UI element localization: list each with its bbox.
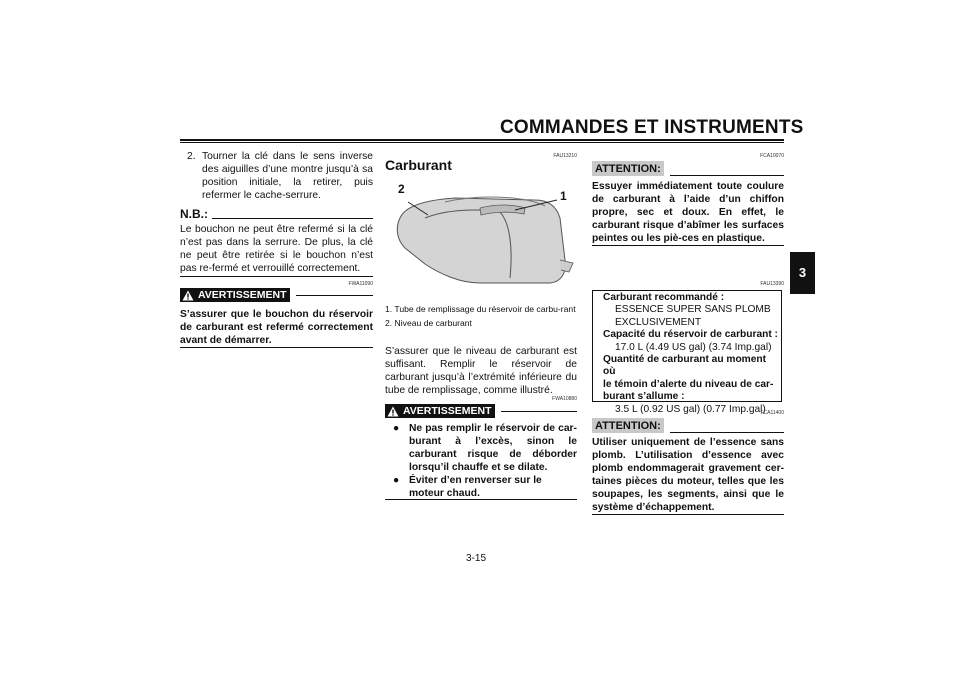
section-heading: Carburant bbox=[385, 157, 452, 173]
bullet-icon: ● bbox=[393, 475, 400, 486]
nb-bottom-rule bbox=[180, 276, 373, 277]
figure-captions bbox=[385, 304, 577, 329]
step-number: 2. bbox=[187, 151, 196, 162]
warning-bullets bbox=[393, 422, 577, 500]
attention-badge-1: ATTENTION: bbox=[592, 161, 664, 176]
warning-code-2: FWA10880 bbox=[552, 396, 577, 402]
spec-reserve-label-1: Quantité de carburant au moment où bbox=[603, 354, 767, 378]
spec-recommended-value-2: EXCLUSIVEMENT bbox=[615, 316, 702, 328]
warning-header bbox=[180, 288, 373, 302]
attention-bottom-rule-1 bbox=[592, 245, 784, 246]
attention-header-2 bbox=[592, 418, 784, 433]
bullet-icon: ● bbox=[393, 423, 400, 434]
nb-label: N.B.: bbox=[180, 207, 208, 221]
warning-text: S’assurer que le bouchon du réservoir de carburant est refermé correctement avant de démarrer. bbox=[180, 309, 373, 346]
warning-rule bbox=[296, 295, 373, 296]
warning-rule-2 bbox=[501, 411, 577, 412]
spec-capacity-label: Capacité du réservoir de carburant : bbox=[603, 329, 778, 341]
spec-reserve-value: 3.5 L (0.92 US gal) (0.77 Imp.gal) bbox=[615, 403, 766, 415]
warning-bullet-1 bbox=[393, 422, 577, 474]
step-2 bbox=[187, 150, 373, 202]
warning-bottom-rule bbox=[180, 347, 373, 348]
fuel-paragraph: S’assurer que le niveau de carburant est suffisant. Remplir le réservoir de carburant jusqu’à l’extrémité inférieure du tube de remplissage, comme illustré. bbox=[385, 346, 577, 396]
spec-reserve-label-3: burant s’allume : bbox=[603, 391, 685, 403]
warning-label-2: AVERTISSEMENT bbox=[403, 405, 492, 417]
spec-recommended-label: Carburant recommandé : bbox=[603, 292, 725, 303]
nb-heading bbox=[180, 207, 373, 221]
attention-code-2: FCA11400 bbox=[760, 410, 784, 416]
step-text: Tourner la clé dans le sens inverse des aiguilles d’une montre jusqu’à sa position initiale, la retirer, puis refermer le cache-serrure. bbox=[202, 151, 373, 201]
caption-1: 1. Tube de remplissage du réservoir de carbu-rant bbox=[385, 304, 576, 314]
warning-code: FWA11090 bbox=[348, 281, 373, 287]
chapter-tab: 3 bbox=[790, 252, 815, 294]
callout-2: 2 bbox=[398, 182, 405, 196]
box-code: FAU13390 bbox=[760, 281, 784, 287]
header-rule-thin bbox=[180, 142, 784, 143]
spec-recommended-value-1: ESSENCE SUPER SANS PLOMB bbox=[615, 304, 771, 316]
warning-triangle-icon bbox=[182, 290, 194, 301]
attention-rule-2 bbox=[670, 432, 784, 433]
warning-label: AVERTISSEMENT bbox=[198, 289, 287, 301]
attention-rule-1 bbox=[670, 175, 784, 176]
page-number: 3-15 bbox=[466, 553, 487, 564]
caption-2: 2. Niveau de carburant bbox=[385, 318, 472, 328]
warning-bottom-rule-2 bbox=[385, 499, 577, 500]
spec-capacity-value: 17.0 L (4.49 US gal) (3.74 Imp.gal) bbox=[615, 341, 772, 353]
warning-badge-2 bbox=[385, 404, 495, 418]
nb-rule bbox=[212, 218, 373, 219]
header-rule bbox=[180, 139, 784, 141]
bullet-1-text: Ne pas remplir le réservoir de car-burant à l’excès, sinon le carburant risque de déborder lorsqu’il chauffe et se dilate. bbox=[409, 423, 577, 473]
spec-reserve-label-2: le témoin d’alerte du niveau de car- bbox=[603, 378, 774, 390]
warning-badge bbox=[180, 288, 290, 302]
callout-1: 1 bbox=[560, 189, 567, 203]
attention-bottom-rule-2 bbox=[592, 514, 784, 515]
attention-badge-2: ATTENTION: bbox=[592, 418, 664, 433]
warning-triangle-icon bbox=[387, 406, 399, 417]
attention-header-1 bbox=[592, 161, 784, 176]
attention-code-1: FCA10070 bbox=[760, 153, 784, 159]
warning-header-2 bbox=[385, 404, 577, 418]
attention-text-2: Utiliser uniquement de l’essence sans plomb. L’utilisation d’essence avec plomb endommagerait gravement cer-taines pièces du moteur, telles que les soupapes, les segments, ainsi que le système d’échappement. bbox=[592, 437, 784, 513]
warning-bullet-2 bbox=[393, 474, 577, 500]
nb-text: Le bouchon ne peut être refermé si la clé n’est pas dans la serrure. De plus, la clé ne peut être retirée si le bouchon n’est pas re-fermé et verrouillé correctement. bbox=[180, 224, 373, 274]
fuel-tank-illustration bbox=[385, 178, 577, 295]
page-header-title: COMMANDES ET INSTRUMENTS bbox=[500, 117, 804, 138]
section-code: FAU13210 bbox=[553, 153, 577, 159]
bullet-2-text: Éviter d’en renverser sur le moteur chaud. bbox=[409, 475, 542, 499]
attention-text-1: Essuyer immédiatement toute coulure de carburant à l’aide d’un chiffon propre, sec et doux. En effet, le carburant risque d’abîmer les surfaces peintes ou les piè-ces en plastique. bbox=[592, 181, 784, 244]
